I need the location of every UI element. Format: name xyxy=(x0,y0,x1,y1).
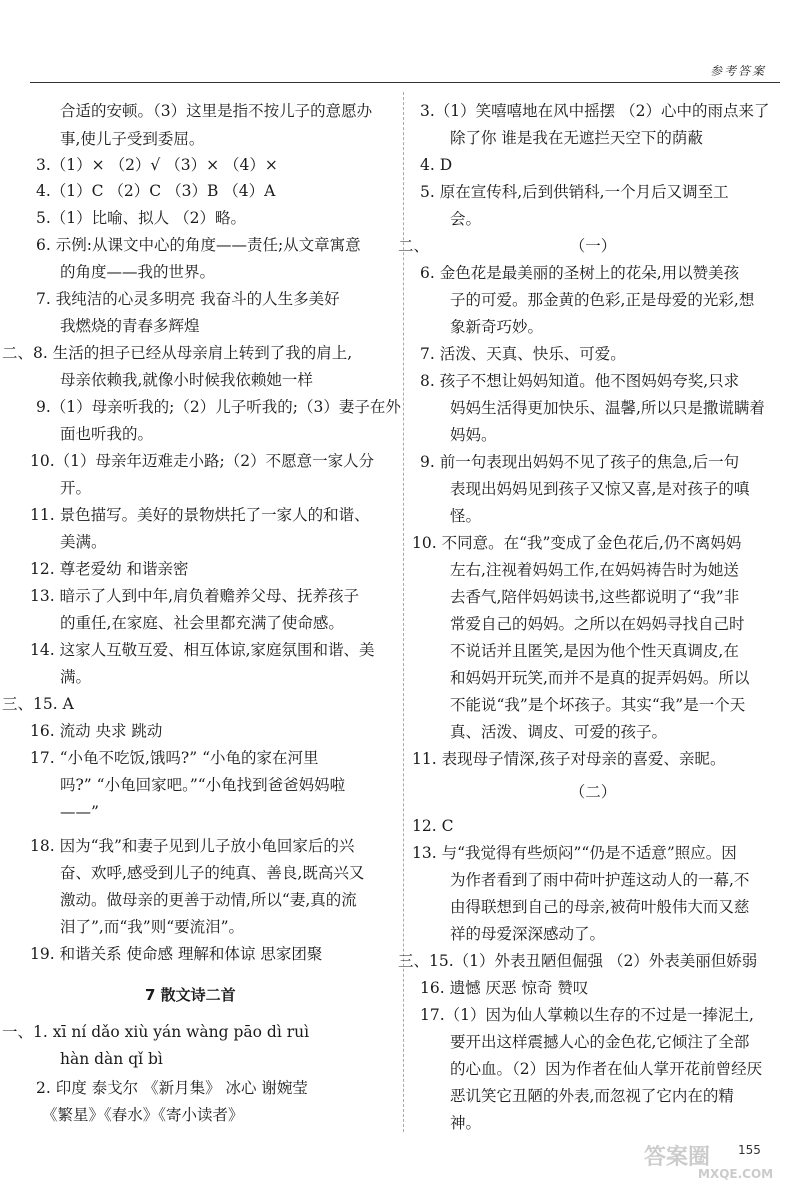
running-header: 参考答案 xyxy=(709,64,766,78)
answer-line: 三、15.（1）外表丑陋但倔强 （2）外表美丽但娇弱 xyxy=(398,952,758,970)
answer-line: 常爱自己的妈妈。之所以在妈妈寻找自己时 xyxy=(450,615,745,633)
answer-line: 12. C xyxy=(412,817,454,835)
answer-line: 开。 xyxy=(60,479,92,497)
answer-line: 11. 景色描写。美好的景物烘托了一家人的和谐、 xyxy=(30,506,370,524)
answer-line: 3.（1）× （2）√ （3）× （4）× xyxy=(36,156,278,174)
answer-line: 二、8. 生活的担子已经从母亲肩上转到了我的肩上, xyxy=(2,344,353,362)
answer-line: 激动。做母亲的更善于动情,所以“妻,真的流 xyxy=(60,891,357,909)
answer-line: 3.（1）笑嘻嘻地在风中摇摆 （2）心中的雨点来了 xyxy=(420,102,770,120)
answer-line: 美满。 xyxy=(60,533,107,551)
answer-line: 4.（1）C （2）C （3）B （4）A xyxy=(36,182,276,200)
answer-line: 神。 xyxy=(450,1114,482,1132)
answer-line: 2. 印度 泰戈尔 《新月集》 冰心 谢婉莹 xyxy=(36,1079,308,1097)
section-marker: 二、 xyxy=(398,237,430,255)
answer-line: 16. 遗憾 厌恶 惊奇 赞叹 xyxy=(420,979,589,997)
answer-line: 祥的母爱深深感动了。 xyxy=(450,925,606,943)
subsection-heading: （二） xyxy=(569,783,617,801)
answer-line: 的角度——我的世界。 xyxy=(60,263,216,281)
answer-line: 和妈妈开玩笑,而并不是真的捉弄妈妈。所以 xyxy=(450,669,750,687)
svg-text:答案圈: 答案圈 xyxy=(644,1145,711,1170)
answer-line: 三、15. A xyxy=(2,695,74,713)
answer-line: 5.（1）比喻、拟人 （2）略。 xyxy=(36,209,246,227)
answer-line: 为作者看到了雨中荷叶护莲这动人的一幕,不 xyxy=(450,871,750,889)
answer-line: 我燃烧的青春多辉煌 xyxy=(60,317,200,335)
answer-line: 16. 流动 央求 跳动 xyxy=(30,722,163,740)
answer-line: 9.（1）母亲听我的;（2）儿子听我的;（3）妻子在外 xyxy=(36,398,401,416)
answer-line: 吗?” “小龟回家吧。”“小龟找到爸爸妈妈啦 xyxy=(60,776,346,794)
answer-line: 8. 孩子不想让妈妈知道。他不图妈妈夸奖,只求 xyxy=(420,372,740,390)
answer-line: 4. D xyxy=(420,156,453,174)
answer-line: 母亲依赖我,就像小时候我依赖她一样 xyxy=(60,371,313,389)
answer-line: 不能说“我”是个坏孩子。其实“我”是一个天 xyxy=(450,696,746,714)
answer-line: 要开出这样震撼人心的金色花,它倾注了全部 xyxy=(450,1033,750,1051)
answer-line: 满。 xyxy=(60,668,92,686)
chapter-heading: 7 散文诗二首 xyxy=(145,986,236,1004)
answer-line: 9. 前一句表现出妈妈不见了孩子的焦急,后一句 xyxy=(420,453,740,471)
answer-line: 7. 我纯洁的心灵多明亮 我奋斗的人生多美好 xyxy=(36,290,340,308)
answer-line: 妈妈生活得更加快乐、温馨,所以只是撒谎瞒着 xyxy=(450,399,765,417)
answer-line: 会。 xyxy=(450,210,482,228)
answer-line: ——” xyxy=(60,803,99,821)
answer-line: hàn dàn qǐ bì xyxy=(60,1050,163,1068)
answer-line: 泪了”,而“我”则“要流泪”。 xyxy=(60,918,245,936)
answer-line: 6. 金色花是最美丽的圣树上的花朵,用以赞美孩 xyxy=(420,264,740,282)
answer-line: 《繁星》《春水》《寄小读者》 xyxy=(42,1106,244,1124)
answer-line: 子的可爱。那金黄的色彩,正是母爱的光彩,想 xyxy=(450,291,755,309)
answer-line: 的重任,在家庭、社会里都充满了使命感。 xyxy=(60,614,344,632)
answer-line: 的心血。（2）因为作者在仙人掌开花前曾经厌 xyxy=(450,1060,763,1078)
answer-line: 14. 这家人互敬互爱、相互体谅,家庭氛围和谐、美 xyxy=(30,641,375,659)
answer-line: 6. 示例:从课文中心的角度——责任;从文章寓意 xyxy=(36,236,361,254)
answer-line: 5. 原在宣传科,后到供销科,一个月后又调至工 xyxy=(420,183,729,201)
answer-line: 真、活泼、调皮、可爱的孩子。 xyxy=(450,723,668,741)
answer-line: 奋、欢呼,感受到儿子的纯真、善良,既高兴又 xyxy=(60,864,365,882)
header-rule xyxy=(30,82,780,83)
answer-line: 17.（1）因为仙人掌赖以生存的不过是一捧泥土, xyxy=(420,1006,754,1024)
answer-line: 12. 尊老爱幼 和谐亲密 xyxy=(30,560,189,578)
answer-line: 事,使儿子受到委屈。 xyxy=(60,130,205,148)
answer-line: 怪。 xyxy=(450,507,482,525)
answer-line: 面也听我的。 xyxy=(60,425,154,443)
answer-line: 10. 不同意。在“我”变成了金色花后,仍不离妈妈 xyxy=(412,534,742,552)
answer-line: 11. 表现母子情深,孩子对母亲的喜爱、亲昵。 xyxy=(412,750,726,768)
answer-line: 7. 活泼、天真、快乐、可爱。 xyxy=(420,345,626,363)
answer-line: 10.（1）母亲年迈难走小路;（2）不愿意一家人分 xyxy=(30,452,375,470)
page-number: 155 xyxy=(738,1143,761,1157)
answer-line: 由得联想到自己的母亲,被荷叶般伟大而又慈 xyxy=(450,898,750,916)
answer-line: 左右,注视着妈妈工作,在妈妈祷告时为她送 xyxy=(450,561,739,579)
answer-line: 一、1. xī ní dǎo xiù yán wàng pāo dì ruì xyxy=(2,1023,310,1041)
answer-line: 13. 暗示了人到中年,肩负着赡养父母、抚养孩子 xyxy=(30,587,360,605)
answer-line: 合适的安顿。（3）这里是指不按儿子的意愿办 xyxy=(60,102,373,120)
answer-line: 18. 因为“我”和妻子见到儿子放小龟回家后的兴 xyxy=(30,837,355,855)
answer-line: 除了你 谁是我在无遮拦天空下的荫蔽 xyxy=(450,129,703,147)
svg-text:MXQE.COM: MXQE.COM xyxy=(698,1167,774,1181)
watermark-logo xyxy=(638,1136,788,1182)
subsection-heading: （一） xyxy=(569,237,617,255)
answer-line: 象新奇巧妙。 xyxy=(450,318,544,336)
answer-line: 17. “小龟不吃饭,饿吗?” “小龟的家在河里 xyxy=(30,749,319,767)
answer-line: 19. 和谐关系 使命感 理解和体谅 思家团聚 xyxy=(30,945,323,963)
answer-line: 13. 与“我觉得有些烦闷”“仍是不适意”照应。因 xyxy=(412,844,737,862)
answer-line: 表现出妈妈见到孩子又惊又喜,是对孩子的嗔 xyxy=(450,480,750,498)
answer-line: 不说话并且匿笑,是因为他个性天真调皮,在 xyxy=(450,642,739,660)
answer-line: 恶讥笑它丑陋的外表,而忽视了它内在的精 xyxy=(450,1087,734,1105)
answer-line: 去香气,陪伴妈妈读书,这些都说明了“我”非 xyxy=(450,588,740,606)
answer-line: 妈妈。 xyxy=(450,426,497,444)
